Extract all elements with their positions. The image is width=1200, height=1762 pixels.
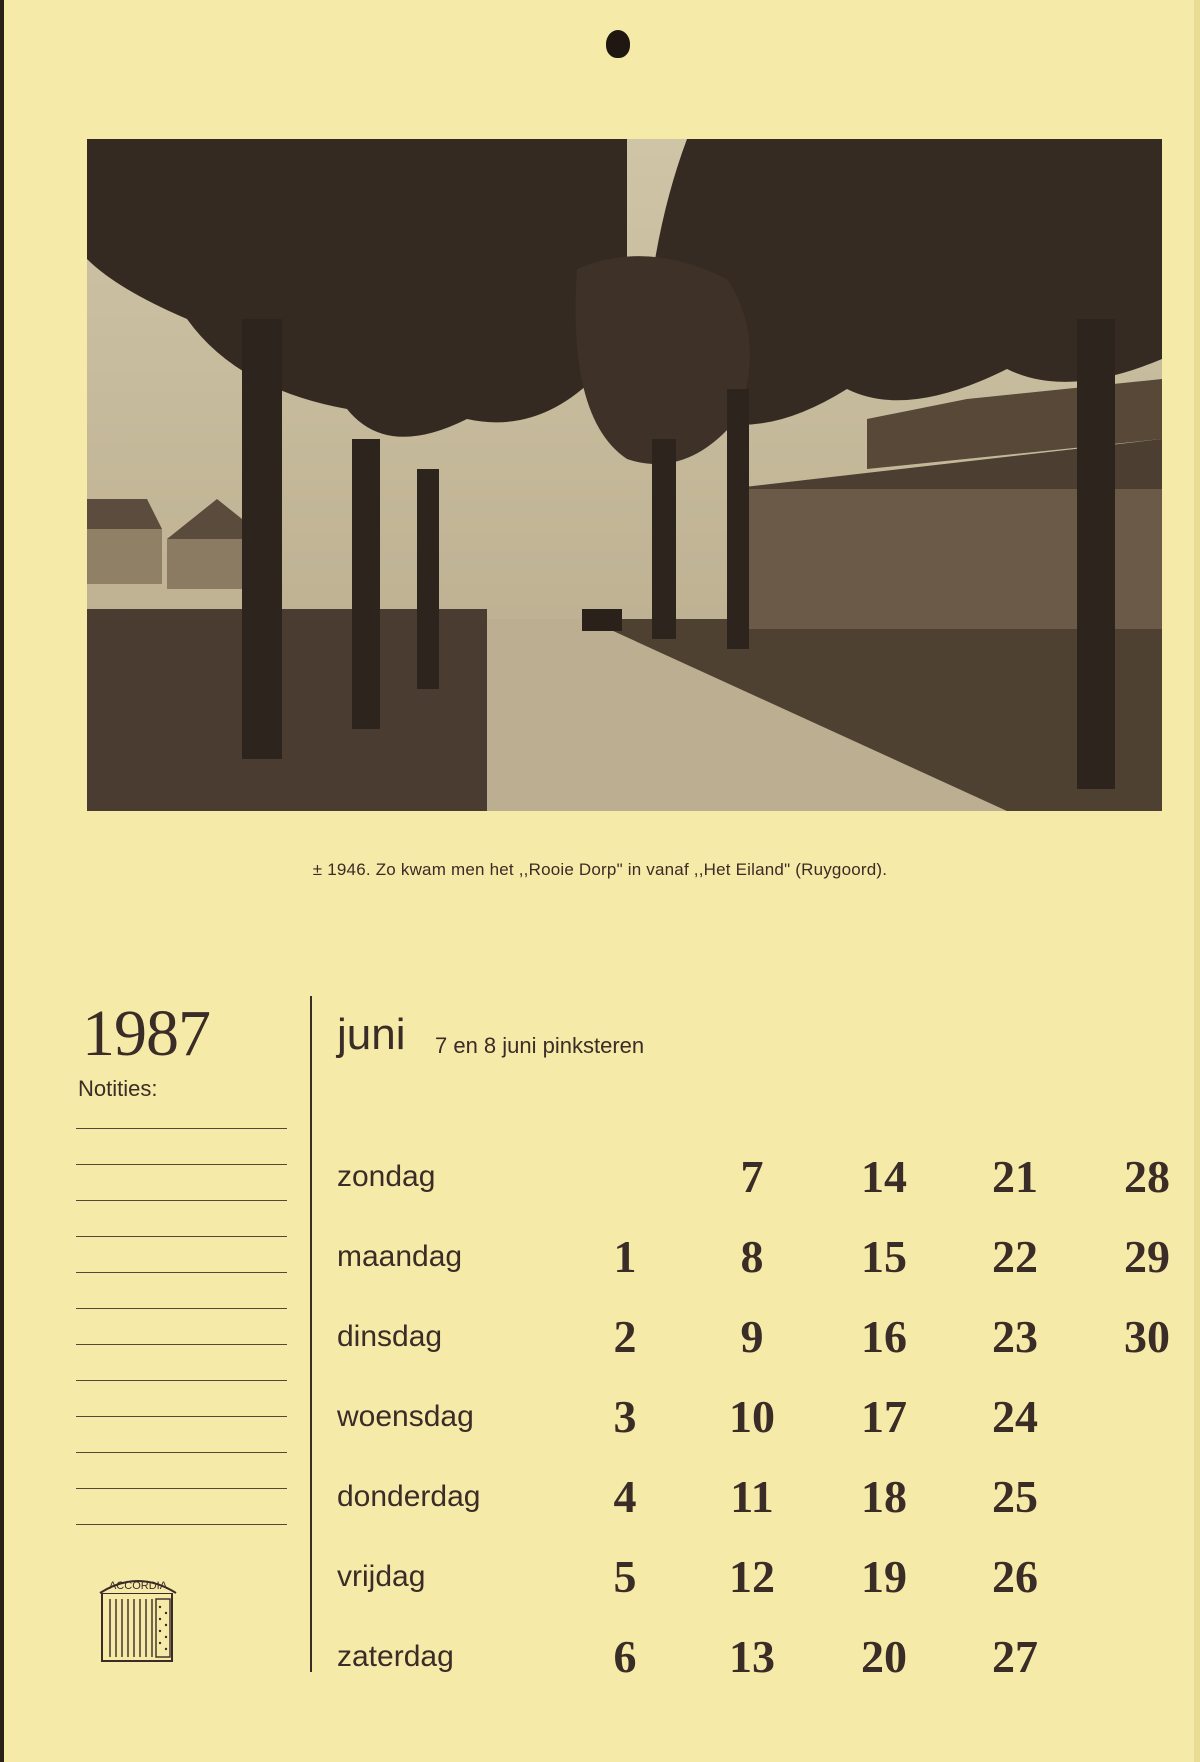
- year-label: 1987: [82, 997, 210, 1070]
- date-number: 5: [613, 1551, 637, 1602]
- notes-label: Notities:: [78, 1076, 158, 1101]
- photo-scene-illustration: [87, 139, 1162, 811]
- weekday-label: donderdag: [337, 1480, 481, 1513]
- holiday-note: 7 en 8 juni pinksteren: [435, 1033, 645, 1058]
- weekday-label: maandag: [337, 1240, 463, 1273]
- hanging-hole: [606, 30, 630, 58]
- date-number: 11: [730, 1471, 774, 1522]
- note-line: [76, 1344, 287, 1345]
- weekday-label: vrijdag: [337, 1560, 426, 1593]
- photo-caption: ± 1946. Zo kwam men het ,,Rooie Dorp" in vanaf ,,Het Eiland" (Ruygoord).: [312, 860, 888, 879]
- date-number: 8: [740, 1231, 764, 1282]
- weekday-label: dinsdag: [337, 1320, 443, 1353]
- date-number: 20: [861, 1631, 907, 1682]
- date-number: 7: [740, 1151, 764, 1202]
- accordion-logo: [88, 1565, 192, 1671]
- date-number: 3: [613, 1391, 637, 1442]
- date-number: 30: [1124, 1311, 1170, 1362]
- date-number: 24: [992, 1391, 1038, 1442]
- date-number: 21: [992, 1151, 1038, 1202]
- date-number: 28: [1124, 1151, 1170, 1202]
- page-left-edge: [0, 0, 4, 1762]
- date-number: 1: [613, 1231, 637, 1282]
- date-number: 22: [992, 1231, 1038, 1282]
- date-number: 18: [861, 1471, 907, 1522]
- date-number: 4: [613, 1471, 637, 1522]
- date-number: 23: [992, 1311, 1038, 1362]
- note-line: [76, 1164, 287, 1165]
- date-number: 17: [861, 1391, 907, 1442]
- date-number: 19: [861, 1551, 907, 1602]
- note-line: [76, 1272, 287, 1273]
- column-divider: [310, 996, 312, 1672]
- date-number: 26: [992, 1551, 1038, 1602]
- notes-lines: [76, 1128, 287, 1560]
- date-number: 15: [861, 1231, 907, 1282]
- note-line: [76, 1236, 287, 1237]
- date-number: 25: [992, 1471, 1038, 1522]
- date-number: 2: [613, 1311, 637, 1362]
- historic-photo: [87, 139, 1162, 811]
- note-line: [76, 1380, 287, 1381]
- month-label: juni: [337, 1010, 406, 1059]
- note-line: [76, 1200, 287, 1201]
- date-number: 13: [729, 1631, 775, 1682]
- date-number: 29: [1124, 1231, 1170, 1282]
- date-number: 9: [740, 1311, 764, 1362]
- note-line: [76, 1452, 287, 1453]
- page-right-edge: [1194, 0, 1200, 1762]
- date-number: 10: [729, 1391, 775, 1442]
- weekday-label: zaterdag: [337, 1640, 454, 1673]
- note-line: [76, 1416, 287, 1417]
- date-number: 12: [729, 1551, 775, 1602]
- date-number: 27: [992, 1631, 1038, 1682]
- note-line: [76, 1524, 287, 1525]
- logo-text: ACCORDIA: [186, 1670, 192, 1671]
- weekday-label: zondag: [337, 1160, 436, 1193]
- weekday-label: woensdag: [337, 1400, 474, 1433]
- svg-text:ACCORDIA: ACCORDIA: [108, 1580, 168, 1592]
- note-line: [76, 1488, 287, 1489]
- date-number: 16: [861, 1311, 907, 1362]
- note-line: [76, 1308, 287, 1309]
- date-number: 14: [861, 1151, 907, 1202]
- note-line: [76, 1128, 287, 1129]
- date-number: 6: [613, 1631, 637, 1682]
